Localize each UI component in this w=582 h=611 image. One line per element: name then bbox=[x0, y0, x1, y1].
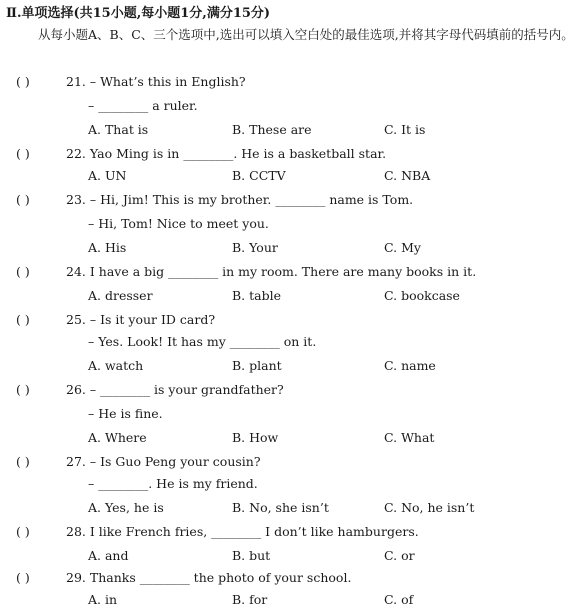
option-b: B. How bbox=[232, 430, 279, 445]
option-a: A. dresser bbox=[88, 288, 153, 303]
instructions: 从每小题A、B、C、三个选项中,选出可以填入空白处的最佳选项,并将其字母代码填前的括号内。 bbox=[38, 27, 574, 42]
question-stem: 21. – What’s this in English? bbox=[66, 74, 246, 89]
option-a: A. Yes, he is bbox=[88, 500, 164, 515]
answer-blank: ( ) bbox=[16, 524, 30, 539]
option-b: B. CCTV bbox=[232, 168, 286, 183]
answer-blank: ( ) bbox=[16, 74, 30, 89]
option-a: A. His bbox=[88, 240, 127, 255]
option-a: A. That is bbox=[88, 122, 149, 137]
option-c: C. of bbox=[384, 592, 414, 607]
answer-blank: ( ) bbox=[16, 454, 30, 469]
option-c: C. What bbox=[384, 430, 435, 445]
question-stem: 23. – Hi, Jim! This is my brother. ________ name is Tom. bbox=[66, 192, 414, 207]
question-stem: 27. – Is Guo Peng your cousin? bbox=[66, 454, 261, 469]
option-c: C. NBA bbox=[384, 168, 431, 183]
option-c: C. or bbox=[384, 548, 415, 563]
option-b: B. These are bbox=[232, 122, 312, 137]
question-response: – ________. He is my friend. bbox=[88, 476, 258, 491]
question-response: – He is fine. bbox=[88, 406, 163, 421]
section-title: Ⅱ.单项选择(共15小题,每小题1分,满分15分) bbox=[6, 6, 271, 21]
answer-blank: ( ) bbox=[16, 192, 30, 207]
option-b: B. but bbox=[232, 548, 271, 563]
answer-blank: ( ) bbox=[16, 146, 30, 161]
answer-blank: ( ) bbox=[16, 264, 30, 279]
option-a: A. in bbox=[88, 592, 118, 607]
option-a: A. watch bbox=[88, 358, 144, 373]
option-b: B. No, she isn’t bbox=[232, 500, 329, 515]
question-response: – Yes. Look! It has my ________ on it. bbox=[88, 334, 317, 349]
answer-blank: ( ) bbox=[16, 312, 30, 327]
option-b: B. plant bbox=[232, 358, 282, 373]
option-c: C. bookcase bbox=[384, 288, 460, 303]
option-c: C. No, he isn’t bbox=[384, 500, 475, 515]
question-stem: 29. Thanks ________ the photo of your school. bbox=[66, 570, 352, 585]
option-c: C. It is bbox=[384, 122, 426, 137]
option-a: A. and bbox=[88, 548, 129, 563]
question-stem: 24. I have a big ________ in my room. There are many books in it. bbox=[66, 264, 477, 279]
option-b: B. table bbox=[232, 288, 282, 303]
answer-blank: ( ) bbox=[16, 570, 30, 585]
question-stem: 28. I like French fries, ________ I don’t like hamburgers. bbox=[66, 524, 419, 539]
option-a: A. Where bbox=[88, 430, 147, 445]
option-c: C. name bbox=[384, 358, 436, 373]
question-response: – ________ a ruler. bbox=[88, 98, 198, 113]
question-stem: 22. Yao Ming is in ________. He is a basketball star. bbox=[66, 146, 387, 161]
question-stem: 25. – Is it your ID card? bbox=[66, 312, 216, 327]
option-c: C. My bbox=[384, 240, 421, 255]
question-stem: 26. – ________ is your grandfather? bbox=[66, 382, 284, 397]
option-b: B. Your bbox=[232, 240, 278, 255]
question-response: – Hi, Tom! Nice to meet you. bbox=[88, 216, 269, 231]
option-b: B. for bbox=[232, 592, 268, 607]
answer-blank: ( ) bbox=[16, 382, 30, 397]
option-a: A. UN bbox=[88, 168, 127, 183]
